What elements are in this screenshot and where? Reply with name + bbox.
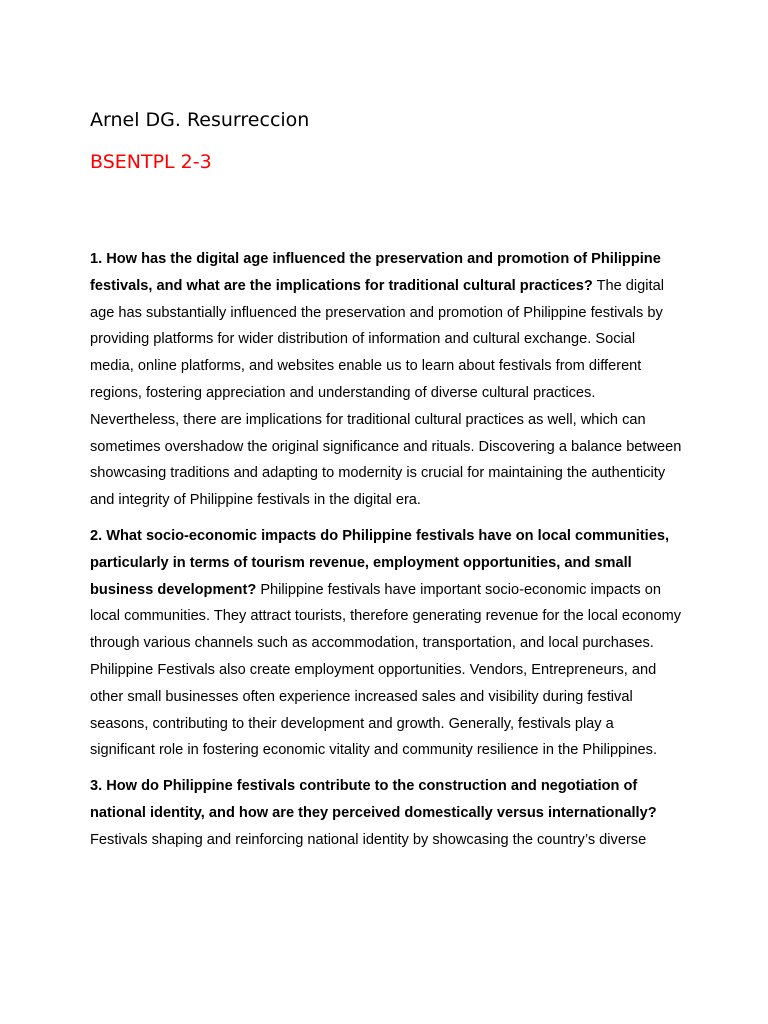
- qa-item-2: [90, 523, 682, 764]
- qa-item-1: [90, 246, 682, 514]
- author-name: Arnel DG. Resurreccion: [90, 109, 310, 131]
- answer-3: Festivals shaping and reinforcing national identity by showcasing the country’s diverse: [90, 831, 647, 848]
- question-2: 2. What socio-economic impacts do Philippine festivals have on local communities, particularly in terms of tourism revenue, employment opportunities, and small business development?: [90, 527, 670, 598]
- question-answer-list: [90, 246, 682, 863]
- question-3: 3. How do Philippine festivals contribute to the construction and negotiation of national identity, and how are they perceived domestically versus internationally?: [90, 778, 657, 821]
- answer-2: Philippine festivals have important socio-economic impacts on local communities. They attract tourists, therefore generating revenue for the local economy through various channels such as accommodation, transportation, and local purchases. Philippine Festivals also create employment opportunities. Vendors, Entrepreneurs, and other small businesses often experience increased sales and visibility during festival seasons, contributing to their development and growth. Generally, festivals play a significant role in fostering economic vitality and community resilience in the Philippines.: [90, 581, 682, 759]
- question-1: 1. How has the digital age influenced the preservation and promotion of Philippine festivals, and what are the implications for traditional cultural practices?: [90, 251, 661, 294]
- class-section: BSENTPL 2-3: [90, 151, 212, 173]
- qa-item-3: [90, 773, 682, 853]
- answer-1: The digital age has substantially influenced the preservation and promotion of Philippine festivals by providing platforms for wider distribution of information and cultural exchange. Social media, online platforms, and websites enable us to learn about festivals from different regions, fostering appreciation and understanding of diverse cultural practices. Nevertheless, there are implications for traditional cultural practices as well, which can sometimes overshadow the original significance and rituals. Discovering a balance between showcasing traditions and adapting to modernity is crucial for maintaining the authenticity and integrity of Philippine festivals in the digital era.: [90, 277, 682, 509]
